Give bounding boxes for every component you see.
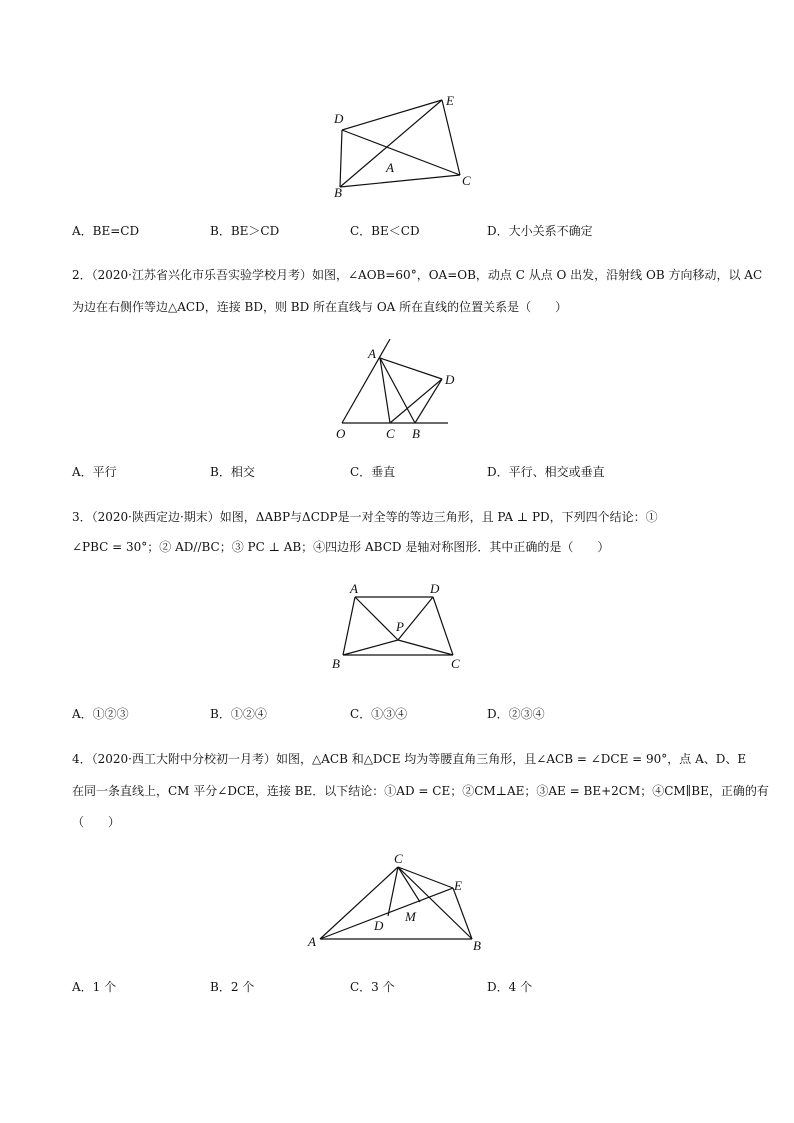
q3-diagram: [330, 580, 470, 672]
q2-stem-line2: 为边在右侧作等边△ACD，连接 BD，则 BD 所在直线与 OA 所在直线的位置关系是（ ）: [72, 300, 568, 314]
q4-option-b[interactable]: B．2 个: [210, 980, 255, 994]
q3-option-c[interactable]: C．①③④: [350, 707, 408, 721]
q2-diagram: [330, 336, 460, 441]
q4-diagram: [305, 850, 495, 960]
q3-option-d[interactable]: D．②③④: [487, 707, 545, 721]
q4-option-a[interactable]: A．1 个: [72, 980, 117, 994]
q3-label-c: C: [451, 656, 460, 671]
q4-label-d: D: [374, 918, 384, 933]
q4-stem-line1: 4．（2020·西工大附中分校初一月考）如图，△ACB 和△DCE 均为等腰直角三角形，且∠ACB = ∠DCE = 90°，点 A、D、E: [72, 752, 747, 766]
q4-label-b: B: [473, 938, 481, 953]
q3-label-a: A: [350, 581, 358, 596]
q2-label-c: C: [386, 426, 395, 441]
q2-label-a: A: [368, 346, 376, 361]
q1-label-c: C: [462, 173, 471, 188]
q1-option-c[interactable]: C．BE＜CD: [350, 224, 420, 238]
q3-option-b[interactable]: B．①②④: [210, 707, 267, 721]
q2-label-d: D: [445, 372, 455, 387]
q1-option-b[interactable]: B．BE＞CD: [210, 224, 280, 238]
q2-option-b[interactable]: B．相交: [210, 465, 255, 479]
q2-option-c[interactable]: C．垂直: [350, 465, 396, 479]
q3-figure: [330, 580, 470, 672]
q2-label-b: B: [412, 426, 420, 441]
q2-label-o: O: [336, 426, 346, 441]
q2-options: [72, 463, 752, 481]
q1-option-d[interactable]: D．大小关系不确定: [487, 224, 593, 238]
q2-stem-line1: 2．（2020·江苏省兴化市乐吾实验学校月考）如图，∠AOB=60°，OA=OB，动点 C 从点 O 出发，沿射线 OB 方向移动，以 AC: [72, 268, 763, 282]
q1-label-b: B: [334, 185, 342, 200]
q4-option-d[interactable]: D．4 个: [487, 980, 533, 994]
q4-options: [72, 978, 752, 996]
q1-label-e: E: [446, 93, 454, 108]
q4-figure: [305, 850, 495, 960]
q1-label-a: A: [386, 160, 394, 175]
q4-label-a: A: [308, 934, 316, 949]
q4-label-c: C: [394, 851, 403, 866]
q1-options: [72, 222, 752, 240]
q1-figure: [320, 90, 490, 205]
q3-label-d: D: [430, 581, 440, 596]
q4-label-m: M: [405, 909, 416, 924]
q3-options: [72, 705, 752, 723]
q3-option-a[interactable]: A．①②③: [72, 707, 129, 721]
q4-label-e: E: [454, 878, 462, 893]
q1-label-d: D: [334, 111, 344, 126]
q2-figure: [330, 336, 460, 441]
q3-stem-line1: 3．（2020·陕西定边·期末）如图，ΔABP与ΔCDP是一对全等的等边三角形，且 PA ⊥ PD，下列四个结论：①: [72, 510, 658, 524]
q4-option-c[interactable]: C．3 个: [350, 980, 395, 994]
q2-option-d[interactable]: D．平行、相交或垂直: [487, 465, 605, 479]
q4-stem-line2: 在同一条直线上，CM 平分∠DCE，连接 BE．以下结论：①AD = CE；②CM⊥AE；③AE = BE+2CM；④CM∥BE，正确的有: [72, 784, 769, 798]
q2-option-a[interactable]: A．平行: [72, 465, 117, 479]
q3-label-p: P: [396, 619, 404, 634]
q3-label-b: B: [332, 656, 340, 671]
q1-option-a[interactable]: A．BE=CD: [72, 224, 140, 238]
q4-stem-line3: （ ）: [72, 815, 121, 829]
q1-diagram: [320, 90, 490, 205]
q3-stem-line2: ∠PBC = 30°；② AD//BC；③ PC ⊥ AB；④四边形 ABCD 是轴对称图形．其中正确的是（ ）: [72, 540, 610, 554]
